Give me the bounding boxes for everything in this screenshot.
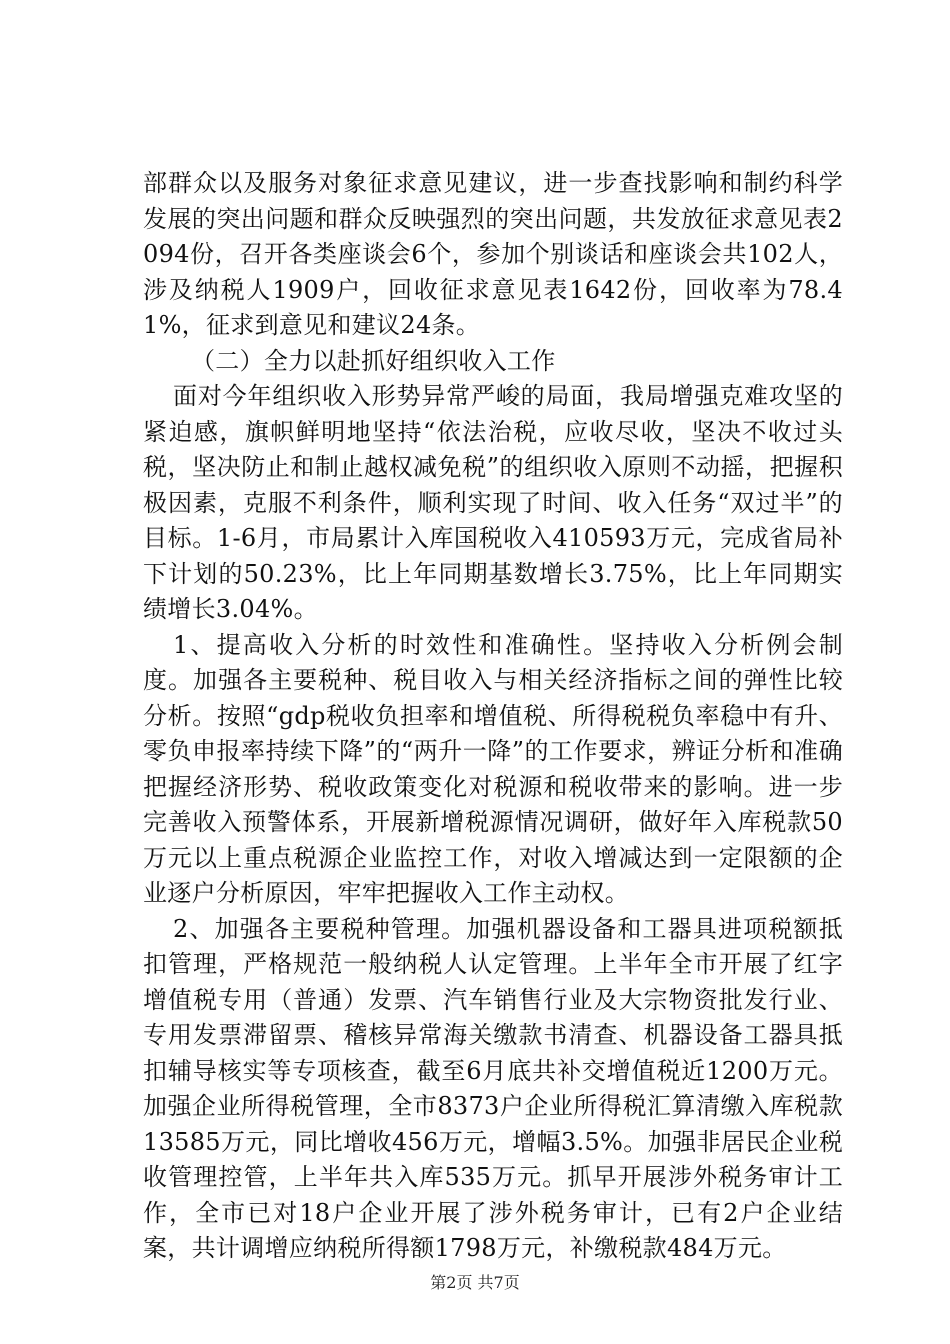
body-text (143, 166, 843, 1267)
paragraph-revenue-analysis: 1、提高收入分析的时效性和准确性。坚持收入分析例会制度。加强各主要税种、税目收入与相关经济指标之间的弹性比较分析。按照“gdp税收负担率和增值税、所得税税负率稳中有升、零负申报率持续下降”的“两升一降”的工作要求，辨证分析和准确把握经济形势、税收政策变化对税源和税收带来的影响。进一步完善收入预警体系，开展新增税源情况调研，做好年入库税款50万元以上重点税源企业监控工作，对收入增减达到一定限额的企业逐户分析原因，牢牢把握收入工作主动权。 (143, 630, 843, 907)
paragraph-tax-management: 2、加强各主要税种管理。加强机器设备和工器具进项税额抵扣管理，严格规范一般纳税人认定管理。上半年全市开展了红字增值税专用（普通）发票、汽车销售行业及大宗物资批发行业、专用发票滞留票、稽核异常海关缴款书清查、机器设备工器具抵扣辅导核实等专项核查，截至6月底共补交增值税近1200万元。加强企业所得税管理，全市8373户企业所得税汇算清缴入库税款13585万元，同比增收456万元，增幅3.5%。加强非居民企业税收管理控管，上半年共入库535万元。抓早开展涉外税务审计工作，全市已对18户企业开展了涉外税务审计，已有2户企业结案，共计调增应纳税所得额1798万元，补缴税款484万元。 (143, 914, 843, 1262)
paragraph-continuation: 部群众以及服务对象征求意见建议，进一步查找影响和制约科学发展的突出问题和群众反映强烈的突出问题，共发放征求意见表2094份，召开各类座谈会6个，参加个别谈话和座谈会共102人，涉及纳税人1909户，回收征求意见表1642份，回收率为78.41%，征求到意见和建议24条。 (143, 169, 843, 339)
paragraph-revenue-overview: 面对今年组织收入形势异常严峻的局面，我局增强克难攻坚的紧迫感，旗帜鲜明地坚持“依法治税，应收尽收，坚决不收过头税，坚决防止和制止越权减免税”的组织收入原则不动摇，把握积极因素，克服不利条件，顺利实现了时间、收入任务“双过半”的目标。1-6月，市局累计入库国税收入410593万元，完成省局补下计划的50.23%，比上年同期基数增长3.75%，比上年同期实绩增长3.04%。 (143, 382, 843, 623)
page-footer: 第2页 共7页 (430, 1273, 520, 1292)
section-heading: （二）全力以赴抓好组织收入工作 (191, 346, 556, 375)
